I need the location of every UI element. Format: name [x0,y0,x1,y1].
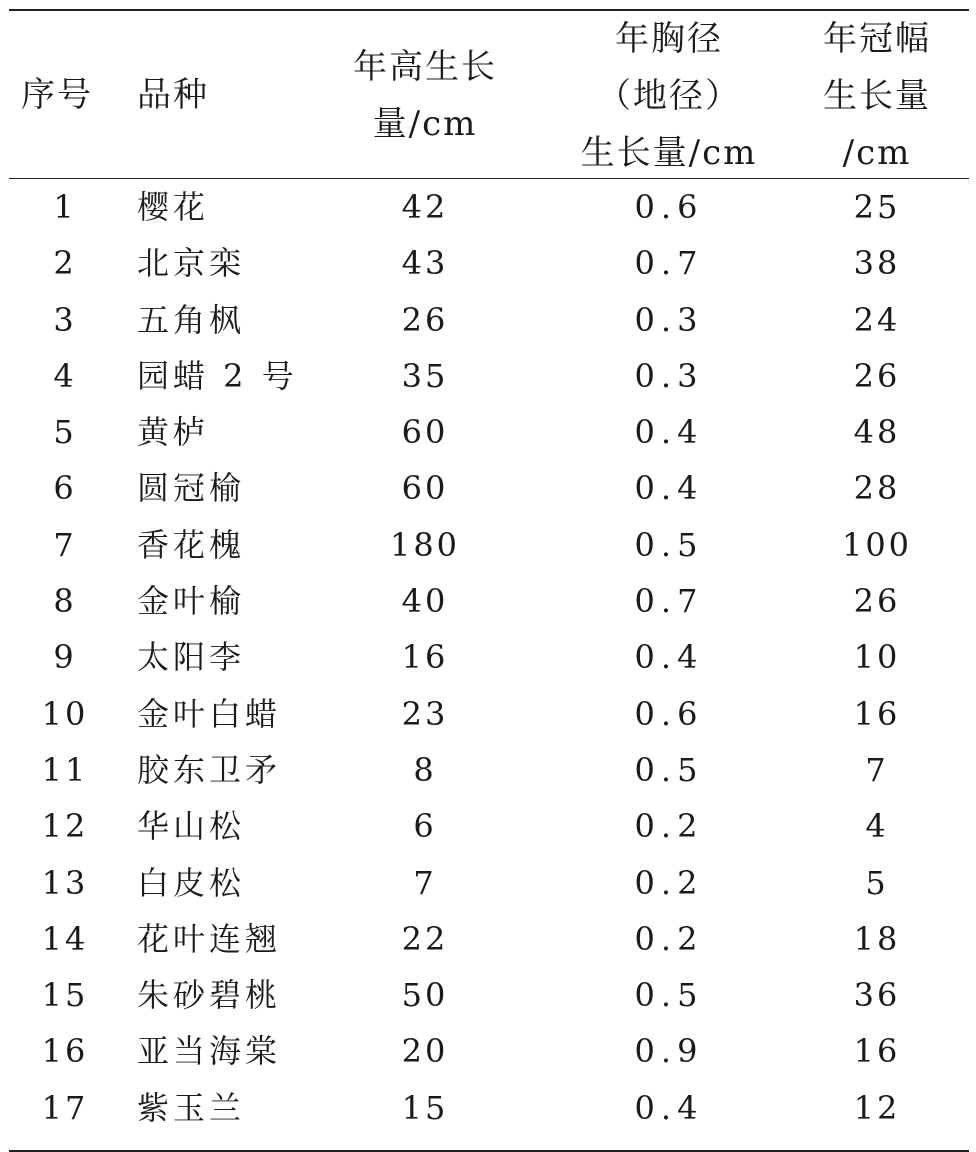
table-row [9,460,969,516]
row-seq: 10 [41,694,89,733]
row-height-growth: 60 [401,469,449,508]
row-crown-growth: 10 [853,638,901,677]
row-variety-name: 朱砂碧桃 [137,976,282,1015]
row-height-growth: 26 [401,300,449,339]
header-dbh-line-3: 生长量/cm [580,133,758,173]
row-seq: 12 [41,807,89,846]
row-crown-growth: 100 [841,525,913,564]
row-seq: 9 [53,638,77,677]
table-row [9,179,969,235]
row-dbh-growth: 0.6 [634,694,704,733]
row-height-growth: 180 [389,525,461,564]
header-crown-growth [777,11,976,182]
row-height-growth: 23 [401,694,449,733]
row-variety-name: 圆冠榆 [137,469,246,508]
row-seq: 13 [41,863,89,902]
row-dbh-growth: 0.6 [634,188,704,226]
table-row [9,742,969,798]
row-seq: 17 [41,1088,89,1127]
row-height-growth: 20 [401,1032,449,1071]
row-height-growth: 16 [401,638,449,677]
table-header [9,11,969,178]
row-seq: 8 [53,582,77,621]
header-name-label: 品种 [137,75,209,115]
table-row [9,573,969,629]
row-variety-name: 金叶白蜡 [137,694,282,733]
row-seq: 4 [53,356,77,395]
row-crown-growth: 48 [853,413,901,452]
row-dbh-growth: 0.5 [634,525,704,564]
table-row [9,911,969,967]
row-seq: 16 [41,1032,89,1071]
growth-table [9,9,969,1152]
row-dbh-growth: 0.7 [634,582,704,621]
row-crown-growth: 26 [853,356,901,395]
row-dbh-growth: 0.4 [634,469,704,508]
row-height-growth: 40 [401,582,449,621]
row-seq: 5 [53,413,77,452]
header-seq [21,67,121,124]
table-row [9,1023,969,1079]
header-seq-label: 序号 [21,75,93,115]
row-variety-name: 华山松 [137,807,246,846]
header-name [137,67,257,124]
table-row [9,348,969,404]
header-dbh-line-1: 年胸径 [615,19,723,59]
row-crown-growth: 18 [853,919,901,958]
row-crown-growth: 16 [853,1032,901,1071]
header-dbh-growth [529,11,809,182]
row-crown-growth: 36 [853,976,901,1015]
row-crown-growth: 24 [853,300,901,339]
row-seq: 1 [53,188,77,226]
row-dbh-growth: 0.3 [634,300,704,339]
header-dbh-line-2: （地径） [597,76,741,116]
row-seq: 7 [53,525,77,564]
row-variety-name: 亚当海棠 [137,1032,282,1071]
row-crown-growth: 25 [853,188,901,226]
table-row [9,798,969,854]
row-dbh-growth: 0.4 [634,413,704,452]
row-height-growth: 6 [413,807,437,846]
row-height-growth: 22 [401,919,449,958]
table-row [9,629,969,685]
row-dbh-growth: 0.5 [634,976,704,1015]
header-crown-line-2: 生长量 [823,76,931,116]
row-dbh-growth: 0.7 [634,244,704,283]
row-dbh-growth: 0.5 [634,750,704,789]
row-crown-growth: 12 [853,1088,901,1127]
row-variety-name: 香花槐 [137,525,246,564]
row-seq: 15 [41,976,89,1015]
table-row [9,1080,969,1136]
row-variety-name: 紫玉兰 [137,1088,246,1127]
header-height-line-1: 年高生长 [353,47,497,87]
header-height-line-2: 量/cm [372,104,478,144]
row-crown-growth: 7 [865,750,889,789]
row-variety-name: 五角枫 [137,300,246,339]
header-crown-line-3: /cm [842,133,912,173]
header-height-growth [325,39,525,153]
row-height-growth: 50 [401,976,449,1015]
row-seq: 2 [53,244,77,283]
row-variety-name: 北京栾 [137,244,246,283]
row-seq: 14 [41,919,89,958]
row-height-growth: 7 [413,863,437,902]
row-height-growth: 35 [401,356,449,395]
row-dbh-growth: 0.2 [634,919,704,958]
row-crown-growth: 26 [853,582,901,621]
row-height-growth: 8 [413,750,437,789]
row-height-growth: 43 [401,244,449,283]
table-row [9,292,969,348]
row-dbh-growth: 0.2 [634,863,704,902]
row-variety-name: 园蜡 2 号 [137,356,298,395]
row-dbh-growth: 0.3 [634,356,704,395]
row-crown-growth: 38 [853,244,901,283]
row-crown-growth: 5 [865,863,889,902]
table-row [9,404,969,460]
row-seq: 11 [41,750,89,789]
row-height-growth: 15 [401,1088,449,1127]
row-variety-name: 黄栌 [137,413,210,452]
row-height-growth: 60 [401,413,449,452]
row-crown-growth: 4 [865,807,889,846]
row-seq: 6 [53,469,77,508]
row-variety-name: 太阳李 [137,638,246,677]
row-dbh-growth: 0.9 [634,1032,704,1071]
row-variety-name: 金叶榆 [137,582,246,621]
header-crown-line-1: 年冠幅 [823,19,931,59]
table-row [9,855,969,911]
table-row [9,517,969,573]
row-variety-name: 胶东卫矛 [137,750,282,789]
row-crown-growth: 16 [853,694,901,733]
row-crown-growth: 28 [853,469,901,508]
row-seq: 3 [53,300,77,339]
row-height-growth: 42 [401,188,449,226]
table-row [9,967,969,1023]
table-row [9,235,969,291]
row-dbh-growth: 0.4 [634,1088,704,1127]
table-row [9,686,969,742]
row-dbh-growth: 0.2 [634,807,704,846]
table-body [9,179,969,1136]
row-variety-name: 樱花 [137,188,210,226]
row-variety-name: 白皮松 [137,863,246,902]
row-dbh-growth: 0.4 [634,638,704,677]
row-variety-name: 花叶连翘 [137,919,282,958]
